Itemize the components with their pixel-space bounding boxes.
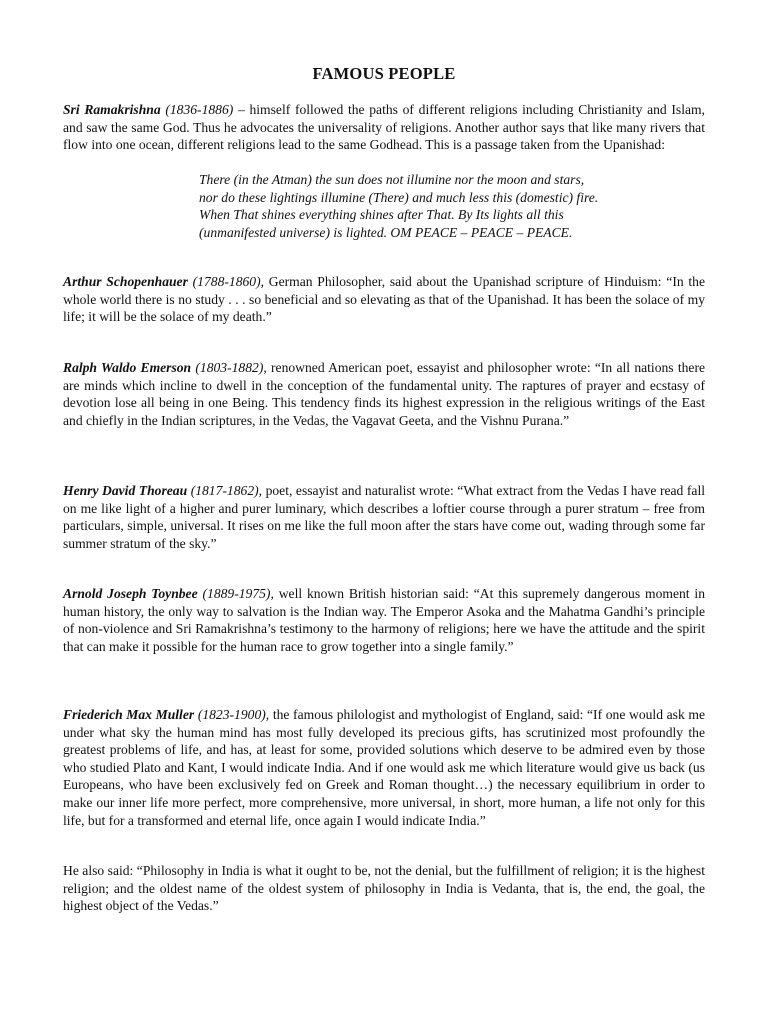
person-name: Ralph Waldo Emerson — [63, 360, 192, 375]
person-name: Friederich Max Muller — [63, 707, 195, 722]
entry-max-muller — [63, 706, 705, 829]
person-dates: (1788-1860), — [192, 274, 265, 289]
person-dates: (1836-1886) — [165, 102, 234, 117]
closing-paragraph: He also said: “Philosophy in India is what it ought to be, not the denial, but the fulfillment of religion; it is the highest religion; and the oldest name of the oldest system of philosophy in India is Vedanta, that is, the end, the goal, the highest object of the Vedas.” — [63, 863, 705, 914]
entry-thoreau — [63, 482, 705, 552]
person-name: Sri Ramakrishna — [63, 102, 161, 117]
page-title: FAMOUS PEOPLE — [312, 64, 456, 83]
entry-text: the famous philologist and mythologist of England, said: “If one would ask me under what sky the human mind has most fully developed its precious gifts, has scrutinized most profoundly the greatest problems of life, and has, at least for some, provided solutions which deserve to be admired even by those who studied Plato and Kant, I would indicate India. And if one would ask me which literature would give us back (us Europeans, who have been exclusively fed on Greek and Roman thought…) the necessary equilibrium in order to make our inner life more perfect, more comprehensive, more universal, in short, more human, a life not only for this life, but for a transformed and eternal life, once again I would indicate India.” — [63, 707, 706, 828]
entry-text: , renowned American poet, essayist and philosopher wrote: “In all nations there are minds which incline to dwell in the conception of the fundamental unity. The raptures of prayer and ecstasy of devotion lose all being in one Being. This tendency finds its highest expression in the religious writings of the East and chiefly in the Indian scriptures, in the Vedas, the Vagavat Geeta, and the Vishnu Purana.” — [63, 360, 706, 428]
entry-ramakrishna — [63, 101, 705, 154]
entry-text: well known British historian said: “At this supremely dangerous moment in human history, the only way to salvation is the Indian way. The Emperor Asoka and the Mahatma Gandhi’s principle of non-violence and Sri Ramakrishna’s testimony to the harmony of religions; here we have the attitude and the spirit that can make it possible for the human race to grow together into a single family.” — [63, 586, 705, 654]
entry-schopenhauer — [63, 273, 705, 326]
quote-line: nor do these lightings illumine (There) and much less this (domestic) fire. — [199, 189, 599, 205]
entry-text: German Philosopher, said about the Upanishad scripture of Hinduism: “In the whole world there is no study . . . so beneficial and so elevating as that of the Upanishad. It has been the solace of my life; it will be the solace of my death.” — [63, 274, 706, 325]
person-name: Henry David Thoreau — [63, 483, 188, 498]
entry-text: , poet, essayist and naturalist wrote: “What extract from the Vedas I have read fall on me like light of a higher and purer luminary, which describes a loftier course through a purer stratum – free from particulars, simple, universal. It rises on me like the full moon after the stars have come out, wading through some far summer stratum of the sky.” — [63, 483, 705, 551]
upanishad-quote — [199, 171, 679, 241]
person-name: Arthur Schopenhauer — [63, 274, 188, 289]
entry-emerson — [63, 359, 705, 429]
person-dates: (1823-1900), — [197, 707, 270, 722]
person-dates: (1817-1862) — [190, 483, 259, 498]
quote-line: There (in the Atman) the sun does not illumine nor the moon and stars, — [199, 172, 585, 187]
entry-text: – himself followed the paths of different religions including Christianity and Islam, and saw the same God. Thus he advocates the universality of religions. Another author says that like many rivers that flow into one ocean, different religions lead to the same Godhead. This is a passage taken from the Upanishad: — [63, 102, 705, 153]
entry-toynbee — [63, 585, 705, 655]
person-dates: (1889-1975), — [202, 586, 274, 601]
quote-line: (unmanifested universe) is lighted. OM PEACE – PEACE – PEACE. — [199, 224, 573, 240]
quote-line: When That shines everything shines after That. By Its lights all this — [199, 207, 564, 223]
person-name: Arnold Joseph Toynbee — [63, 586, 198, 601]
person-dates: (1803-1882) — [195, 360, 264, 375]
